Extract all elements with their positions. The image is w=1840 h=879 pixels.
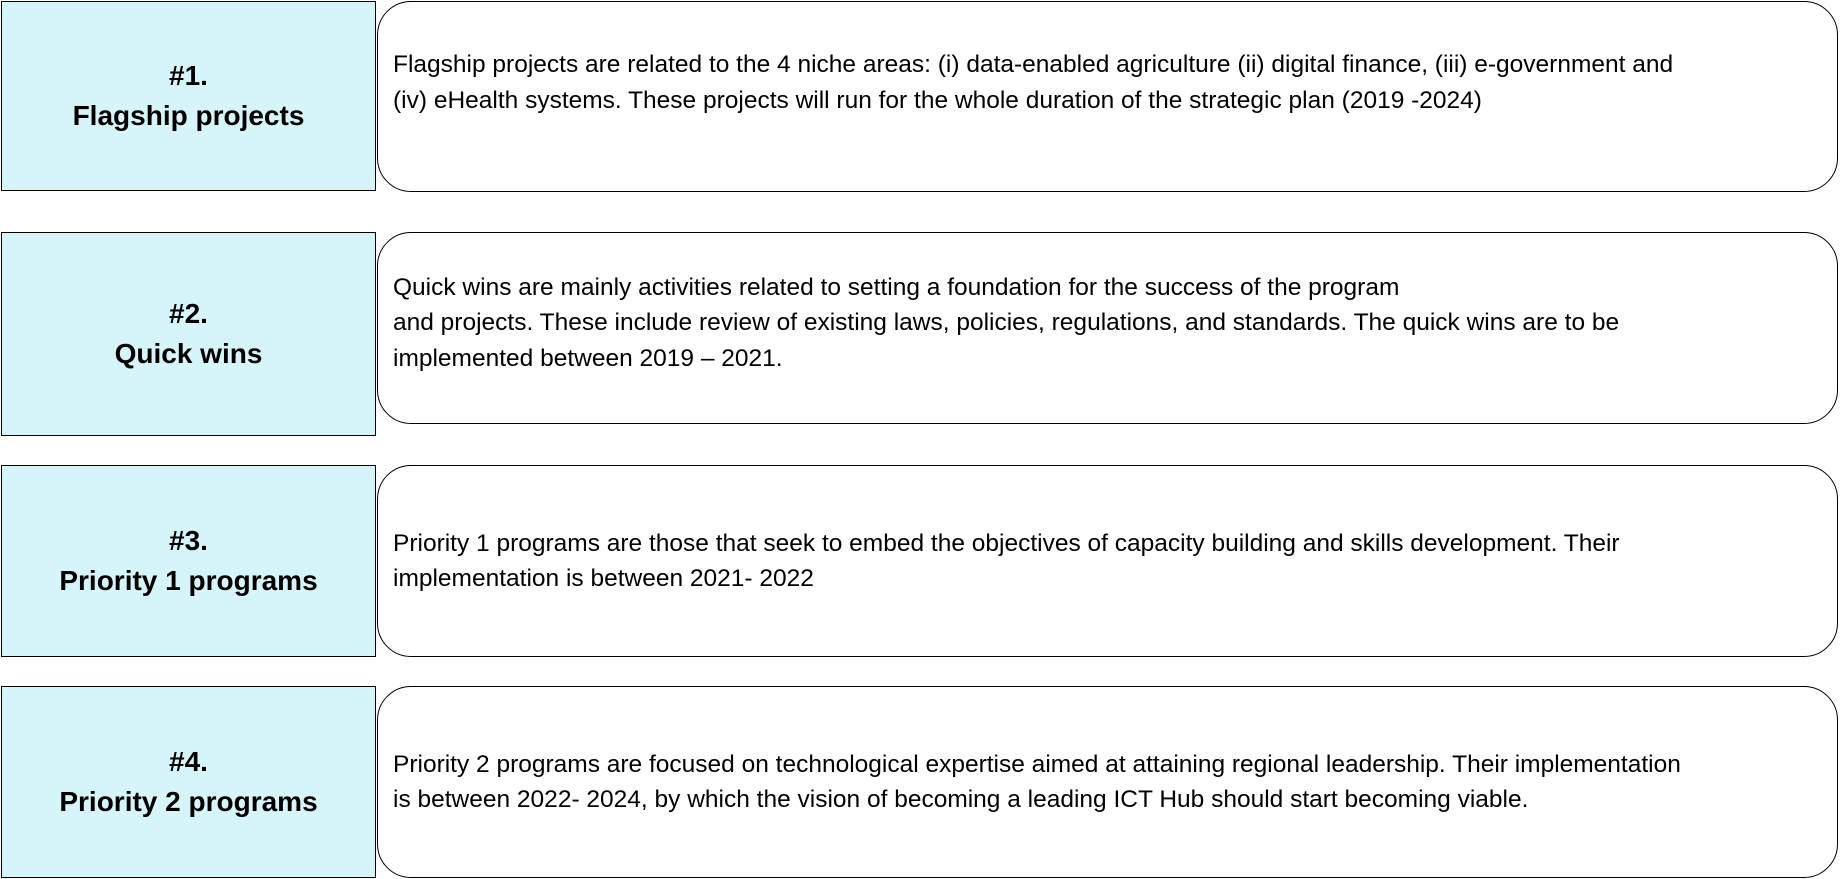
row-title-4: Priority 2 programs	[59, 786, 318, 817]
row-priority-1-programs	[0, 465, 1840, 657]
row-title-2: Quick wins	[114, 338, 263, 369]
label-box-3	[1, 465, 376, 657]
description-text-1: Flagship projects are related to the 4 niche areas: (i) data-enabled agriculture (ii) digital finance, (iii) e-government and (iv) eHealth systems. These projects will run for the whole duration of the strategic plan (2019 -2024)	[393, 51, 1674, 114]
row-quick-wins	[0, 232, 1840, 436]
row-number-4: #4.	[169, 746, 208, 777]
row-title-3: Priority 1 programs	[59, 565, 318, 596]
description-box-3	[377, 465, 1838, 657]
row-number-1: #1.	[169, 60, 208, 91]
row-number-3: #3.	[169, 525, 208, 556]
description-box-2	[377, 232, 1838, 424]
row-priority-2-programs	[0, 686, 1840, 878]
description-box-4	[377, 686, 1838, 878]
label-box-4	[1, 686, 376, 878]
label-box-2	[1, 232, 376, 436]
row-title-1: Flagship projects	[72, 100, 305, 131]
description-text-4: Priority 2 programs are focused on technological expertise aimed at attaining regional leadership. Their implementation is between 2022- 2024, by which the vision of becoming a leading ICT Hub should start becoming viable.	[393, 750, 1681, 813]
description-text-2: Quick wins are mainly activities related to setting a foundation for the success of the program and projects. These include review of existing laws, policies, regulations, and standards. The quick wins are to be implemented between 2019 – 2021.	[393, 273, 1620, 372]
description-text-3: Priority 1 programs are those that seek to embed the objectives of capacity building and skills development. Their implementation is between 2021- 2022	[393, 529, 1620, 592]
row-flagship-projects	[0, 1, 1840, 191]
description-box-1	[377, 1, 1838, 192]
row-number-2: #2.	[169, 298, 208, 329]
label-box-1	[1, 1, 376, 191]
